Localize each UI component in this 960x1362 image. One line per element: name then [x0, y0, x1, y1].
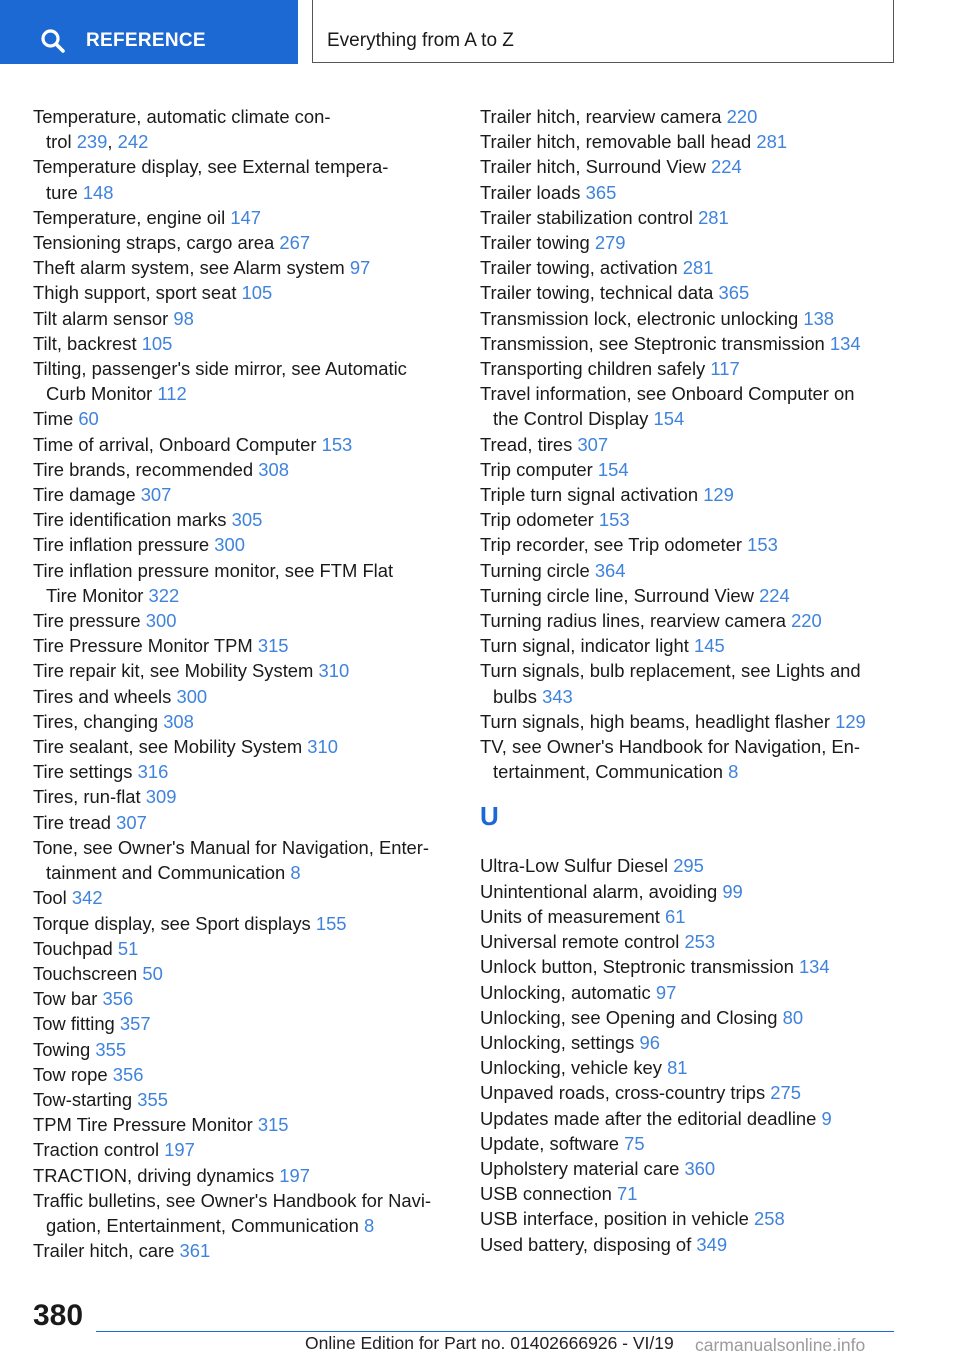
index-entry: [480, 1131, 910, 1156]
index-entry-text: Turning radius lines, rearview camera: [480, 610, 786, 632]
index-entry-text: Trip recorder, see Trip odometer: [480, 534, 743, 556]
index-entry-text: Tow rope: [33, 1063, 108, 1085]
index-entry: [480, 1080, 910, 1105]
index-letter-heading: U: [480, 801, 499, 832]
index-entry: [480, 230, 910, 255]
page-link[interactable]: 220: [791, 610, 822, 632]
watermark-logo: carmanualsonline.info: [695, 1335, 866, 1355]
index-entry-text: Tow-starting: [33, 1088, 133, 1110]
page-link[interactable]: 81: [667, 1057, 688, 1079]
page-link[interactable]: 129: [835, 710, 866, 732]
index-entry-text: Temperature display, see External tempera-: [33, 156, 389, 178]
index-entry: [33, 1112, 463, 1137]
index-entry-text: Unlocking, vehicle key: [480, 1057, 662, 1079]
index-entry: [33, 1163, 463, 1188]
page-link[interactable]: 60: [78, 408, 99, 430]
index-entry: [480, 255, 910, 280]
page-link[interactable]: 308: [163, 710, 194, 732]
page-link[interactable]: 155: [315, 912, 347, 934]
index-entry: [480, 129, 910, 154]
index-entry-text: Updates made after the editorial deadline: [480, 1107, 817, 1129]
index-entry: [33, 1011, 463, 1036]
index-entry: [480, 532, 910, 557]
page-link[interactable]: 365: [718, 282, 750, 304]
index-entry-text: Torque display, see Sport displays: [33, 912, 311, 934]
index-entry-text: TV, see Owner's Handbook for Navigation, En-: [480, 736, 861, 758]
index-entry: [480, 381, 910, 431]
index-entry-text: Trailer hitch, rearview camera: [480, 106, 722, 127]
index-entry-text: Trailer towing, technical data: [480, 282, 714, 304]
index-entry: [33, 406, 463, 431]
index-entry: [480, 1005, 910, 1030]
index-entry: [33, 457, 463, 482]
index-entry-text: gation, Entertainment, Communication: [46, 1214, 359, 1236]
index-entry: [33, 507, 463, 532]
index-entry: [480, 104, 910, 129]
index-entry-text: Tire inflation pressure monitor, see FTM Flat: [33, 559, 394, 581]
index-entry: [33, 1238, 463, 1263]
page-link[interactable]: 275: [770, 1082, 801, 1104]
page-link[interactable]: 364: [594, 559, 626, 581]
page-link[interactable]: 281: [756, 131, 788, 153]
page-link[interactable]: 8: [363, 1214, 375, 1236]
index-entry: [33, 280, 463, 305]
page-number: 380: [33, 1299, 84, 1332]
index-entry: [33, 331, 463, 356]
page-link[interactable]: 154: [653, 408, 685, 430]
index-entry-text: Tread, tires: [480, 433, 573, 455]
index-entry-text: Unlocking, automatic: [480, 981, 651, 1003]
page-link[interactable]: 9: [821, 1107, 832, 1129]
page-link[interactable]: 51: [117, 937, 139, 959]
index-entry: [480, 658, 910, 708]
page-link[interactable]: 50: [142, 962, 163, 984]
page-link[interactable]: 224: [711, 156, 742, 178]
index-entry: [33, 356, 463, 406]
index-entry-text: Tire Pressure Monitor TPM: [33, 635, 253, 657]
index-entry: [33, 810, 463, 835]
page-link[interactable]: 281: [682, 257, 714, 279]
index-entry: [480, 457, 910, 482]
page-link[interactable]: 98: [173, 307, 194, 329]
index-entry: [33, 230, 463, 255]
index-entry: [480, 633, 910, 658]
index-entry: [33, 1062, 463, 1087]
edition-text: Online Edition for Part no. 01402666926 - VI/19: [305, 1333, 674, 1353]
index-entry-text: Tone, see Owner's Manual for Navigation, Enter-: [33, 836, 430, 858]
page-link[interactable]: 154: [597, 458, 629, 480]
page-link[interactable]: 80: [782, 1006, 804, 1028]
index-column-left: [33, 104, 463, 1263]
index-entry-text: Tires, changing: [33, 710, 159, 732]
index-entry-text: Travel information, see Onboard Computer on: [480, 383, 855, 405]
index-entry: [480, 154, 910, 179]
index-entry: [33, 482, 463, 507]
index-entry-text: Tow bar: [33, 988, 98, 1010]
index-entry-text: Tire settings: [33, 761, 133, 783]
index-entry: [480, 904, 910, 929]
index-entry-text: Trailer hitch, Surround View: [480, 156, 706, 178]
index-entry-text: Traction control: [33, 1139, 160, 1161]
page-link[interactable]: 349: [696, 1233, 728, 1255]
page-link[interactable]: 309: [145, 786, 177, 808]
index-entry-text: TPM Tire Pressure Monitor: [33, 1114, 253, 1136]
index-entry-text: Ultra-Low Sulfur Diesel: [480, 855, 669, 877]
index-entry-text: Temperature, automatic climate con-: [33, 106, 331, 127]
section-header: [312, 0, 894, 63]
page-link[interactable]: 97: [349, 257, 371, 279]
index-entry-text: Tire inflation pressure: [33, 534, 210, 556]
page-link[interactable]: 147: [230, 206, 262, 228]
index-entry-text: Unlocking, settings: [480, 1031, 635, 1053]
page-link[interactable]: 307: [116, 811, 147, 833]
page-link[interactable]: 356: [102, 988, 134, 1010]
index-entry-text: Tire tread: [33, 811, 112, 833]
index-entry-text: USB interface, position in vehicle: [480, 1208, 749, 1230]
page-link[interactable]: 315: [257, 1114, 289, 1136]
page-link[interactable]: 134: [829, 332, 861, 354]
page-link[interactable]: 105: [141, 332, 173, 354]
index-entry-text: tainment and Communication: [46, 862, 286, 884]
index-entry: [33, 432, 463, 457]
index-entry-text: TRACTION, driving dynamics: [33, 1164, 275, 1186]
index-entry: [480, 280, 910, 305]
index-entry-text: USB connection: [480, 1183, 612, 1205]
index-entry-text: Theft alarm system, see Alarm system: [33, 257, 345, 279]
index-entry: [480, 608, 910, 633]
index-entry-text: Unintentional alarm, avoiding: [480, 880, 718, 902]
index-entry-text: Turn signals, high beams, headlight flasher: [480, 710, 830, 732]
page-link[interactable]: 267: [279, 232, 311, 254]
index-entry: [480, 980, 910, 1005]
index-entry-text: Tire repair kit, see Mobility System: [33, 660, 314, 682]
page-link[interactable]: 361: [179, 1240, 211, 1262]
index-entry-text: Trailer loads: [480, 181, 581, 203]
index-entry-text: Unpaved roads, cross-country trips: [480, 1082, 766, 1104]
page-link[interactable]: 153: [747, 534, 778, 556]
index-entry-text: Temperature, engine oil: [33, 206, 226, 228]
index-entry-text: Time: [33, 408, 74, 430]
index-entry-text: Trip odometer: [480, 509, 594, 531]
index-entry-text: Touchpad: [33, 937, 113, 959]
index-entry: [33, 608, 463, 633]
index-entry-text: Trailer stabilization control: [480, 206, 693, 228]
reference-tab[interactable]: [0, 0, 298, 64]
page-link[interactable]: 99: [722, 880, 743, 902]
index-entry: [480, 180, 910, 205]
page-link[interactable]: 220: [726, 106, 758, 127]
page-link[interactable]: 105: [241, 282, 273, 304]
index-entry: [33, 709, 463, 734]
index-entry: [480, 306, 910, 331]
index-entry: [480, 1181, 910, 1206]
page-link[interactable]: 300: [214, 534, 245, 556]
index-entry-text: Transporting children safely: [480, 358, 706, 380]
page-link[interactable]: 281: [698, 206, 729, 228]
page-link[interactable]: 308: [258, 458, 289, 480]
index-entry-text: Turning circle line, Surround View: [480, 584, 754, 606]
page-link[interactable]: 224: [759, 584, 790, 606]
page-link[interactable]: 310: [307, 736, 338, 758]
index-entry-text: Tires and wheels: [33, 685, 172, 707]
page-link[interactable]: 258: [753, 1208, 785, 1230]
index-entry: [480, 853, 910, 878]
index-entry-text: Turn signals, bulb replacement, see Lights and: [480, 660, 861, 682]
page-link[interactable]: 8: [290, 862, 301, 884]
index-entry: [480, 1232, 910, 1257]
index-entry: [33, 835, 463, 885]
footer-divider: [96, 1331, 894, 1332]
index-entry-text: Triple turn signal activation: [480, 484, 699, 506]
index-entry-text: Tires, run-flat: [33, 786, 141, 808]
page-link[interactable]: 148: [82, 181, 114, 203]
index-entry-text: Thigh support, sport seat: [33, 282, 237, 304]
index-entry: [33, 986, 463, 1011]
index-entry: [33, 633, 463, 658]
page-link[interactable]: 239: [76, 131, 108, 153]
page-link[interactable]: 61: [665, 905, 686, 927]
index-entry: [33, 936, 463, 961]
page-link[interactable]: 357: [119, 1013, 151, 1035]
index-entry: [480, 205, 910, 230]
index-entry: [33, 759, 463, 784]
page-link[interactable]: 71: [617, 1183, 638, 1205]
index-entry-text: Universal remote control: [480, 931, 680, 953]
page-link[interactable]: 300: [176, 685, 208, 707]
page-link[interactable]: 365: [585, 181, 617, 203]
index-entry-text: Trailer towing, activation: [480, 257, 678, 279]
index-entry-text: Trailer hitch, removable ball head: [480, 131, 752, 153]
page-link[interactable]: 153: [321, 433, 353, 455]
page-link[interactable]: 134: [798, 956, 830, 978]
index-entry-text: Tow fitting: [33, 1013, 115, 1035]
index-entry: [33, 205, 463, 230]
index-entry-text: Tire pressure: [33, 610, 141, 632]
index-entry-text: tertainment, Communication: [493, 761, 723, 783]
page-link[interactable]: 342: [71, 887, 103, 909]
index-entry-text: the Control Display: [493, 408, 649, 430]
index-entry: [33, 684, 463, 709]
index-entry-text: bulbs: [493, 685, 537, 707]
index-entry: Temperature, automatic climate con- trol 239, 242: [33, 106, 331, 153]
index-entry: [480, 507, 910, 532]
page-link[interactable]: 129: [703, 484, 734, 506]
index-entry: [480, 929, 910, 954]
index-entry: [33, 1087, 463, 1112]
index-column-right: [480, 104, 910, 1257]
index-entry: [480, 331, 910, 356]
page-link[interactable]: 197: [279, 1164, 310, 1186]
index-entry: [33, 154, 463, 204]
index-entry-text: Used battery, disposing of: [480, 1233, 692, 1255]
page-link[interactable]: 8: [728, 761, 739, 783]
page-link[interactable]: 305: [231, 509, 263, 531]
index-entry-text: Unlock button, Steptronic transmission: [480, 956, 794, 978]
index-entry: [33, 734, 463, 759]
reference-tab-label: REFERENCE: [86, 30, 206, 51]
index-entry: [33, 306, 463, 331]
page-link[interactable]: 138: [803, 307, 835, 329]
index-entry-text: Tire identification marks: [33, 509, 227, 531]
index-entry: [33, 658, 463, 683]
page-link[interactable]: 145: [694, 635, 725, 657]
index-entry: [480, 1106, 910, 1131]
index-entry: [33, 961, 463, 986]
index-entry: [33, 885, 463, 910]
page-link[interactable]: 307: [140, 484, 172, 506]
index-entry: [480, 482, 910, 507]
page-link[interactable]: 310: [318, 660, 350, 682]
page-link[interactable]: 322: [148, 584, 180, 606]
page-link[interactable]: 315: [257, 635, 289, 657]
index-entry: [480, 1206, 910, 1231]
search-icon: [40, 28, 66, 54]
page-link[interactable]: 355: [95, 1038, 127, 1060]
index-entry: [33, 1137, 463, 1162]
page-link[interactable]: 316: [137, 761, 169, 783]
page-link[interactable]: 360: [684, 1157, 716, 1179]
index-entry: [480, 734, 910, 784]
index-entry-text: Tire damage: [33, 484, 136, 506]
page-link[interactable]: 279: [594, 232, 626, 254]
page-link[interactable]: 307: [577, 433, 609, 455]
index-entry-text: Turning circle: [480, 559, 590, 581]
index-entry: [480, 1055, 910, 1080]
index-entry: [33, 558, 463, 608]
page-link[interactable]: 300: [145, 610, 177, 632]
page-link[interactable]: 356: [112, 1063, 144, 1085]
index-entry: [480, 1030, 910, 1055]
page-link[interactable]: 117: [710, 358, 740, 380]
index-entry-text: Unlocking, see Opening and Closing: [480, 1006, 778, 1028]
page-link[interactable]: 343: [542, 685, 573, 707]
index-entry: [33, 911, 463, 936]
index-entry: [480, 1156, 910, 1181]
index-entry: [480, 583, 910, 608]
index-entry-text: Transmission, see Steptronic transmission: [480, 332, 825, 354]
index-entry-text: Touchscreen: [33, 962, 138, 984]
index-entry: [480, 558, 910, 583]
index-entry-text: Tire Monitor: [46, 584, 144, 606]
page-link[interactable]: 295: [673, 855, 704, 877]
index-entry: [480, 709, 910, 734]
index-entry-text: Tilting, passenger's side mirror, see Automatic: [33, 358, 407, 380]
index-entry: [480, 356, 910, 381]
index-entry-text: Update, software: [480, 1132, 620, 1154]
index-entry-text: Upholstery material care: [480, 1157, 680, 1179]
page-link[interactable]: 242: [117, 131, 149, 153]
index-entry-text: Tilt alarm sensor: [33, 307, 169, 329]
index-entry: [480, 954, 910, 979]
index-entry-text: Traffic bulletins, see Owner's Handbook for Navi-: [33, 1189, 432, 1211]
index-entry: [480, 432, 910, 457]
page-link[interactable]: 97: [655, 981, 677, 1003]
index-entry-text: Tire brands, recommended: [33, 458, 254, 480]
index-entry-text: ture: [46, 181, 78, 203]
page-link[interactable]: 355: [137, 1088, 168, 1110]
index-entry-text: Curb Monitor: [46, 383, 153, 405]
page-link[interactable]: 112: [157, 383, 187, 405]
index-entry: [33, 1037, 463, 1062]
index-entry-text: Trailer hitch, care: [33, 1240, 175, 1262]
index-entry: [33, 255, 463, 280]
index-entry-text: Trailer towing: [480, 232, 590, 254]
page-link[interactable]: 96: [639, 1031, 660, 1053]
index-entry-text: Tire sealant, see Mobility System: [33, 736, 303, 758]
page-link[interactable]: 197: [164, 1139, 195, 1161]
page-link[interactable]: 75: [624, 1132, 645, 1154]
index-entry-text: Trip computer: [480, 458, 593, 480]
index-entry-text: Transmission lock, electronic unlocking: [480, 307, 799, 329]
index-entry-text: Time of arrival, Onboard Computer: [33, 433, 317, 455]
page-link[interactable]: 253: [684, 931, 716, 953]
index-entry: [33, 784, 463, 809]
index-entry: [33, 532, 463, 557]
index-entry-text: Units of measurement: [480, 905, 660, 927]
index-entry: [33, 1188, 463, 1238]
index-entry-text: Turn signal, indicator light: [480, 635, 689, 657]
index-entry-text: Tilt, backrest: [33, 332, 137, 354]
index-entry-text: Towing: [33, 1038, 91, 1060]
index-entry-text: trol: [46, 131, 72, 153]
page-link[interactable]: 153: [598, 509, 630, 531]
index-entry: [480, 879, 910, 904]
index-entry-text: Tool: [33, 887, 67, 909]
section-title: Everything from A to Z: [327, 30, 514, 51]
index-entry-text: Tensioning straps, cargo area: [33, 232, 275, 254]
